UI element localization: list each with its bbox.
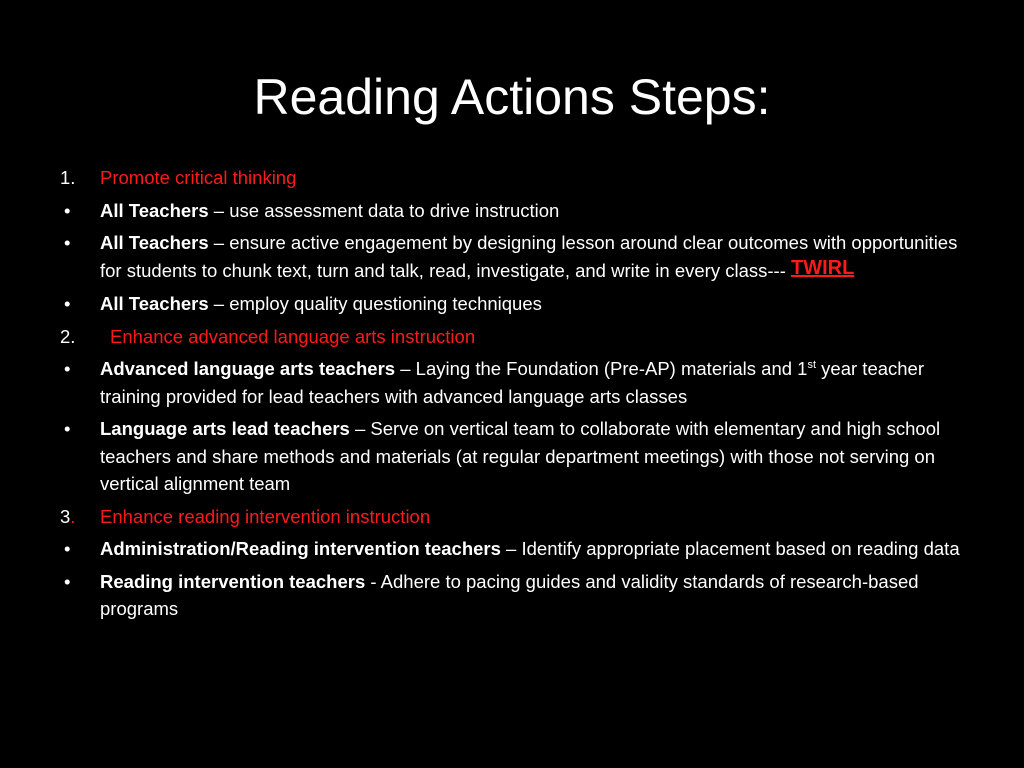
section-heading-3 [60, 503, 970, 531]
item-text: - Adhere to pacing guides and validity standards of research-based programs [100, 570, 919, 619]
ordinal-suffix: st [807, 358, 817, 371]
list-item [60, 415, 970, 498]
role-label: Administration/Reading intervention teachers [100, 538, 501, 559]
section-number: 2. [60, 325, 76, 347]
list-item [60, 355, 970, 410]
section-heading-text: Enhance advanced language arts instruction [110, 325, 476, 347]
content-body [60, 164, 970, 628]
item-text-continued: year teacher training provided for lead teachers with advanced language arts classes [100, 358, 925, 407]
bullet-icon: • [64, 418, 71, 439]
role-label: Language arts lead teachers [100, 418, 350, 439]
bullet-icon: • [64, 199, 71, 221]
bullet-icon: • [64, 293, 71, 314]
item-text: – employ quality questioning techniques [208, 293, 542, 314]
role-label: Reading intervention teachers [100, 570, 366, 592]
section-number: 1. [60, 167, 76, 188]
role-label: All Teachers [100, 232, 209, 253]
bullet-icon: • [64, 358, 71, 379]
bullet-icon: • [64, 232, 71, 253]
list-item [60, 290, 970, 318]
bullet-icon: • [64, 538, 71, 559]
item-text: – Laying the Foundation (Pre-AP) materials and 1 [395, 358, 808, 379]
item-text: – Serve on vertical team to collaborate with elementary and high school teachers and share methods and materials (at regular department meetings) with those not serving on vertical alignment team [100, 418, 941, 494]
section-number-digit: 3 [60, 505, 71, 527]
item-text: – ensure active engagement by designing lesson around clear outcomes with opportunities for students to chunk text, turn and talk, read, investigate, and write in every class--- [100, 232, 958, 281]
twirl-highlight: TWIRL [791, 256, 855, 279]
section-number [60, 503, 98, 531]
item-text: – Identify appropriate placement based on reading data [500, 538, 960, 559]
section-heading-2 [60, 323, 970, 351]
section-heading-text: Promote critical thinking [100, 167, 297, 188]
section-heading-text: Enhance reading intervention instruction [100, 505, 431, 527]
list-item [60, 568, 970, 623]
bullet-icon: • [64, 570, 71, 592]
item-text: – use assessment data to drive instruction [208, 199, 560, 221]
role-label: All Teachers [100, 199, 209, 221]
slide-title: Reading Actions Steps: [253, 69, 771, 125]
role-label: Advanced language arts teachers [100, 358, 396, 379]
section-number-dot: . [70, 505, 76, 527]
list-item [60, 197, 970, 225]
list-item [60, 229, 970, 285]
role-label: All Teachers [100, 293, 209, 314]
section-heading-1 [60, 164, 970, 192]
list-item [60, 535, 970, 563]
